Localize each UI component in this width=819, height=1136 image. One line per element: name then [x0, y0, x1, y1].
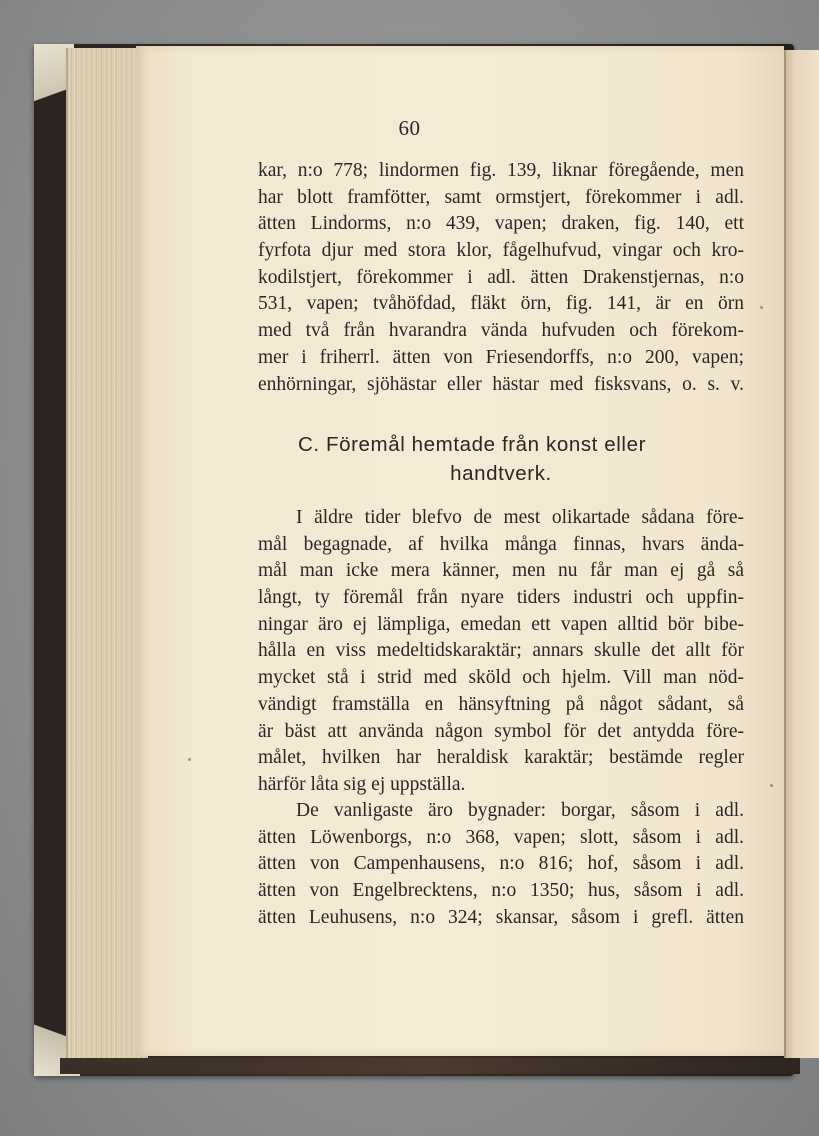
text-line: ätten Löwenborgs, n:o 368, vapen; slott, såsom i adl. — [258, 826, 744, 848]
text-line: ätten Lindorms, n:o 439, vapen; draken, fig. 140, ett — [258, 213, 744, 235]
text-line: vändigt framställa en hänsyftning på något sådant, så — [258, 693, 744, 715]
text-line: målet, hvilken har heraldisk karaktär; bestämde regler — [258, 747, 744, 769]
text-line: 531, vapen; tvåhöfdad, fläkt örn, fig. 141, är en örn — [258, 293, 744, 315]
paper-speck — [188, 758, 191, 761]
text-line: mycket stå i strid med sköld och hjelm. Vill man nöd- — [258, 667, 744, 689]
section-heading-line-1: C. Föremål hemtade från konst eller — [298, 433, 646, 456]
page-number: 60 — [398, 116, 421, 140]
text-line: kar, n:o 778; lindormen fig. 139, liknar föregående, men — [258, 160, 744, 181]
section-heading — [258, 430, 744, 488]
text-line: långt, ty föremål från nyare tiders industri och uppfin- — [258, 587, 744, 609]
text-line: har blott framfötter, samt ormstjert, förekommer i adl. — [258, 186, 744, 208]
text-line: ätten von Engelbrecktens, n:o 1350; hus, såsom i adl. — [258, 880, 744, 902]
text-line: mer i friherrl. ätten von Friesendorffs, n:o 200, vapen; — [258, 346, 744, 368]
text-line: kodilstjert, förekommer i adl. ätten Drakenstjernas, n:o — [258, 266, 744, 288]
text-line: mål begagnade, af hvilka många finnas, hvars ända- — [258, 533, 744, 555]
text-line: I äldre tider blefvo de mest olikartade sådana före- — [296, 507, 744, 528]
text-line: enhörningar, sjöhästar eller hästar med fisksvans, o. s. v. — [258, 373, 744, 395]
paper-speck — [760, 306, 763, 309]
paragraph-2 — [258, 505, 744, 799]
text-line: De vanligaste äro bygnader: borgar, såsom i adl. — [296, 800, 744, 821]
text-line: ätten von Campenhausens, n:o 816; hof, såsom i adl. — [258, 853, 744, 875]
text-line: är bäst att använda någon symbol för det antydda före- — [258, 720, 744, 742]
section-heading-line-2: handtverk. — [450, 462, 552, 485]
text-line: ningar äro ej lämpliga, emedan ett vapen alltid bör bibe- — [258, 613, 744, 635]
facing-page-edge — [784, 50, 819, 1058]
paragraph-1 — [258, 158, 744, 398]
paper-speck — [770, 784, 773, 787]
text-line: fyrfota djur med stora klor, fågelhufvud, vingar och kro- — [258, 240, 744, 262]
text-line: med två från hvarandra vända hufvuden och förekom- — [258, 320, 744, 342]
paragraph-3 — [258, 798, 744, 931]
text-line: mål man icke mera känner, men nu får man ej gå så — [258, 560, 744, 582]
text-line: hålla en viss medeltidskaraktär; annars skulle det allt för — [258, 640, 744, 662]
text-line: härför låta sig ej uppställa. — [258, 773, 466, 795]
text-line: ätten Leuhusens, n:o 324; skansar, såsom i grefl. ätten — [258, 906, 744, 928]
cover-bottom-edge — [60, 1058, 800, 1074]
